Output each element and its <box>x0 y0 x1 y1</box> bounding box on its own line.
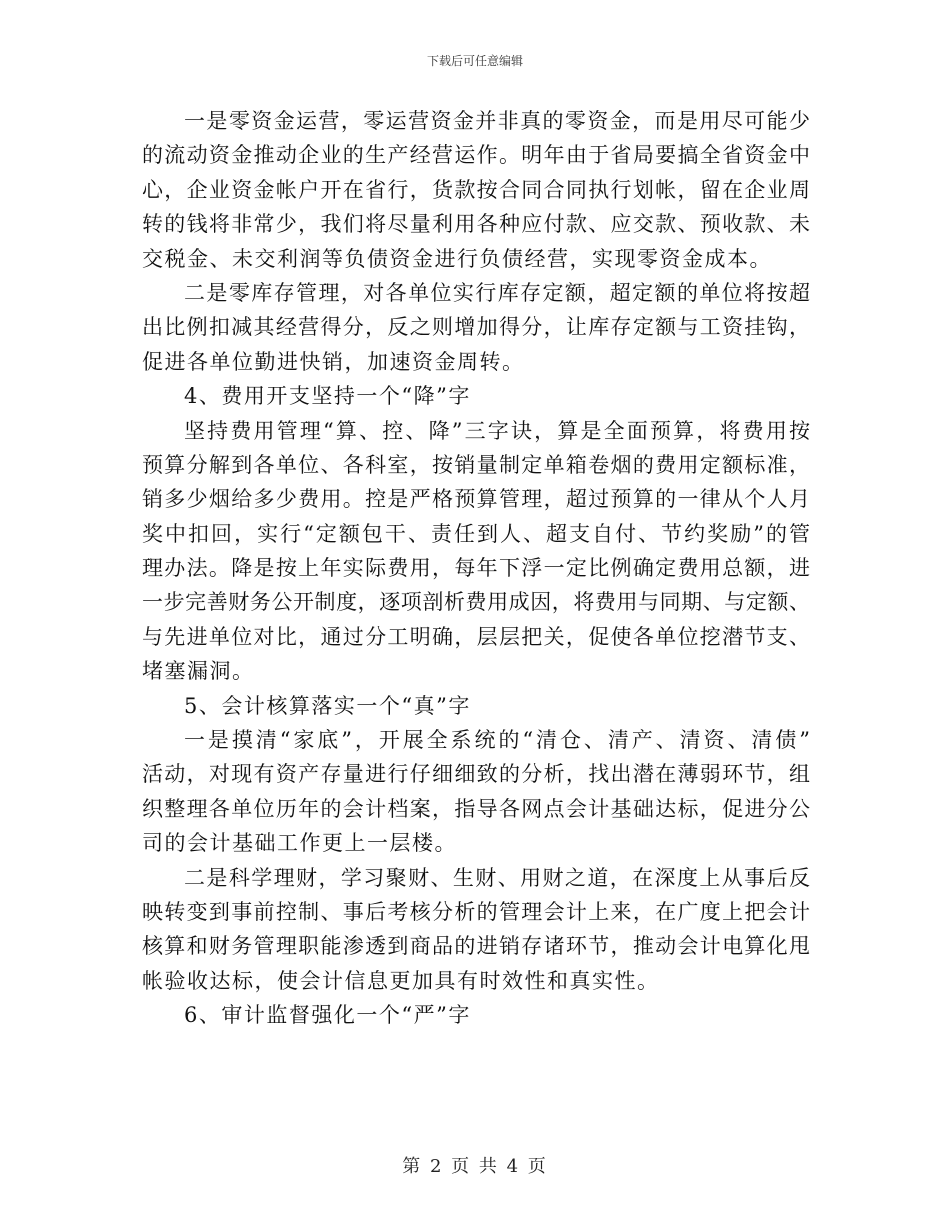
document-body <box>142 104 810 1033</box>
text-line: 活动，对现有资产存量进行仔细细致的分析，找出潜在薄弱环节，组 <box>142 762 810 787</box>
page-header: 下载后可任意编辑 <box>426 54 523 68</box>
text-line: 司的会计基础工作更上一层楼。 <box>142 831 457 856</box>
text-line: 一是摸清“家底”，开展全系统的“清仓、清产、清资、清债” <box>184 728 810 753</box>
text-line: 出比例扣减其经营得分，反之则增加得分，让库存定额与工资挂钩， <box>142 315 810 340</box>
text-line: 奖中扣回，实行“定额包干、责任到人、超支自付、节约奖励”的管 <box>142 521 810 546</box>
text-line: 一步完善财务公开制度，逐项剖析费用成因，将费用与同期、与定额、 <box>142 590 810 615</box>
text-line: 的流动资金推动企业的生产经营运作。明年由于省局要搞全省资金中 <box>142 143 810 168</box>
text-line: 二是科学理财，学习聚财、生财、用财之道，在深度上从事后反 <box>184 865 810 890</box>
text-line: 映转变到事前控制、事后考核分析的管理会计上来，在广度上把会计 <box>142 899 810 924</box>
text-line: 6、审计监督强化一个“严”字 <box>184 1003 471 1028</box>
text-line: 与先进单位对比，通过分工明确，层层把关，促使各单位挖潜节支、 <box>142 624 810 649</box>
text-line: 销多少烟给多少费用。控是严格预算管理，超过预算的一律从个人月 <box>142 487 810 512</box>
text-line: 4、费用开支坚持一个“降”字 <box>184 384 471 409</box>
text-line: 5、会计核算落实一个“真”字 <box>184 693 471 718</box>
text-line: 二是零库存管理，对各单位实行库存定额，超定额的单位将按超 <box>184 280 810 305</box>
text-line: 预算分解到各单位、各科室，按销量制定单箱卷烟的费用定额标准， <box>142 452 810 477</box>
text-line: 堵塞漏洞。 <box>142 659 255 684</box>
text-line: 促进各单位勤进快销，加速资金周转。 <box>142 349 525 374</box>
text-line: 帐验收达标，使会计信息更加具有时效性和真实性。 <box>142 968 660 993</box>
text-line: 理办法。降是按上年实际费用，每年下浮一定比例确定费用总额，进 <box>142 556 810 581</box>
text-line: 核算和财务管理职能渗透到商品的进销存诸环节，推动会计电算化甩 <box>142 934 810 959</box>
text-line: 交税金、未交利润等负债资金进行负债经营，实现零资金成本。 <box>142 246 772 271</box>
text-line: 坚持费用管理“算、控、降”三字诀，算是全面预算，将费用按 <box>184 418 810 443</box>
text-line: 转的钱将非常少，我们将尽量利用各种应付款、应交款、预收款、未 <box>142 212 810 237</box>
text-line: 心，企业资金帐户开在省行，货款按合同合同执行划帐，留在企业周 <box>142 177 810 202</box>
page-number: 第 2 页 共 4 页 <box>402 1156 548 1177</box>
text-line: 织整理各单位历年的会计档案，指导各网点会计基础达标，促进分公 <box>142 796 810 821</box>
text-line: 一是零资金运营，零运营资金并非真的零资金，而是用尽可能少 <box>184 109 810 133</box>
